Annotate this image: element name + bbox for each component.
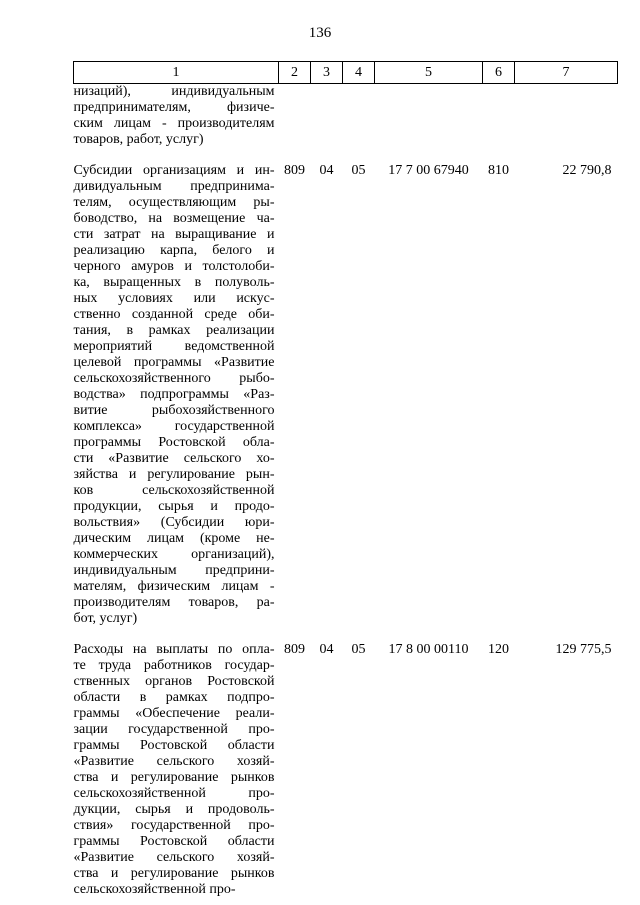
description-line: мероприятий ведомственной <box>73 339 275 354</box>
description-line: сельскохозяйственной про- <box>73 882 236 897</box>
row-spacer <box>74 627 618 642</box>
description-line: ства и регулирование рынков <box>73 770 275 785</box>
description-line: витие рыбохозяйственного <box>73 403 275 418</box>
description-line: сти затрат на выращивание и <box>73 227 275 242</box>
subsection-code <box>343 84 375 149</box>
description-line: «Развитие сельского хозяй- <box>73 754 275 769</box>
description-line: индивидуальным предприни- <box>73 563 275 578</box>
description-line: ков сельскохозяйственной <box>73 483 275 498</box>
expense-type-code <box>483 84 515 149</box>
subsection-code: 05 <box>351 642 366 657</box>
description-line: черного амуров и толстолоби- <box>73 259 275 274</box>
description-line: ства и регулирование рынков <box>73 866 275 881</box>
budget-table <box>73 61 618 898</box>
description-line: тания, в рамках реализации <box>73 323 275 338</box>
header-cell-6: 6 <box>483 62 515 84</box>
header-cell-7: 7 <box>515 62 618 84</box>
section-code: 04 <box>319 163 334 178</box>
description-line: Расходы на выплаты по опла- <box>73 642 275 657</box>
header-cell-5: 5 <box>375 62 483 84</box>
expense-type-code: 810 <box>488 163 509 178</box>
description-line: предпринимателям, физиче- <box>73 100 275 115</box>
ministry-code: 809 <box>284 163 305 178</box>
description-line: комплекса» государственной <box>73 419 275 434</box>
table-row <box>74 642 618 898</box>
section-code <box>311 84 343 149</box>
description-line: граммы Ростовской области <box>73 738 275 753</box>
target-article-code: 17 8 00 00110 <box>388 642 469 657</box>
page-number: 136 <box>308 25 332 41</box>
description-line: ка, выращенных в полуволь- <box>73 275 275 290</box>
header-cell-1: 1 <box>74 62 279 84</box>
section-code: 04 <box>319 642 334 657</box>
description-line: сельскохозяйственного рыбо- <box>73 371 275 386</box>
description-line: ственно созданной среде оби- <box>73 307 275 322</box>
subsection-code: 05 <box>351 163 366 178</box>
row-description <box>74 642 279 898</box>
target-article-code: 17 7 00 67940 <box>388 163 469 178</box>
description-line: зации государственной про- <box>73 722 275 737</box>
description-line: телям, осуществляющим ры- <box>73 195 275 210</box>
description-line: программы Ростовской обла- <box>73 435 275 450</box>
description-line: граммы Ростовской области <box>73 834 275 849</box>
table-body <box>74 84 618 899</box>
description-line: производителям товаров, ра- <box>73 595 275 610</box>
table-row <box>74 84 618 149</box>
description-line: дукции, сырья и продоволь- <box>73 802 275 817</box>
row-description <box>74 84 279 149</box>
description-line: ским лицам - производителям <box>73 116 275 131</box>
amount: 22 790,8 <box>562 163 612 178</box>
description-line: вольствия» (Субсидии юри- <box>73 515 275 530</box>
expense-type-code: 120 <box>488 642 509 657</box>
description-line: дивидуальным предпринима- <box>73 179 275 194</box>
header-cell-4: 4 <box>343 62 375 84</box>
target-article-code <box>375 84 483 149</box>
ministry-code: 809 <box>284 642 305 657</box>
description-line: те труда работников государ- <box>73 658 275 673</box>
row-description <box>74 163 279 627</box>
description-line: бот, услуг) <box>73 611 138 626</box>
description-line: водства» подпрограммы «Раз- <box>73 387 275 402</box>
header-cell-2: 2 <box>279 62 311 84</box>
ministry-code <box>279 84 311 149</box>
description-line: ствия» государственной про- <box>73 818 275 833</box>
description-line: «Развитие сельского хозяй- <box>73 850 275 865</box>
description-line: области в рамках подпро- <box>73 690 275 705</box>
description-line: боводство, на возмещение ча- <box>73 211 275 226</box>
description-line: зяйства и регулирование рын- <box>73 467 275 482</box>
header-cell-3: 3 <box>311 62 343 84</box>
table-row <box>74 163 618 627</box>
description-line: товаров, работ, услуг) <box>73 132 204 147</box>
description-line: Субсидии организациям и ин- <box>73 163 275 178</box>
description-line: сельскохозяйственной про- <box>73 786 275 801</box>
description-line: мателям, физическим лицам - <box>73 579 275 594</box>
description-line: реализацию карпа, белого и <box>73 243 275 258</box>
description-line: дическим лицам (кроме не- <box>73 531 275 546</box>
description-line: ных условиях или искус- <box>73 291 275 306</box>
header-row <box>74 62 618 84</box>
description-line: целевой программы «Развитие <box>73 355 275 370</box>
description-line: коммерческих организаций), <box>73 547 275 562</box>
description-line: сти «Развитие сельского хо- <box>73 451 275 466</box>
description-line: граммы «Обеспечение реали- <box>73 706 275 721</box>
description-line: продукции, сырья и продо- <box>73 499 275 514</box>
amount: 129 775,5 <box>555 642 612 657</box>
row-spacer <box>74 148 618 163</box>
description-line: низаций), индивидуальным <box>73 84 275 99</box>
amount <box>515 84 618 149</box>
description-line: ственных органов Ростовской <box>73 674 275 689</box>
